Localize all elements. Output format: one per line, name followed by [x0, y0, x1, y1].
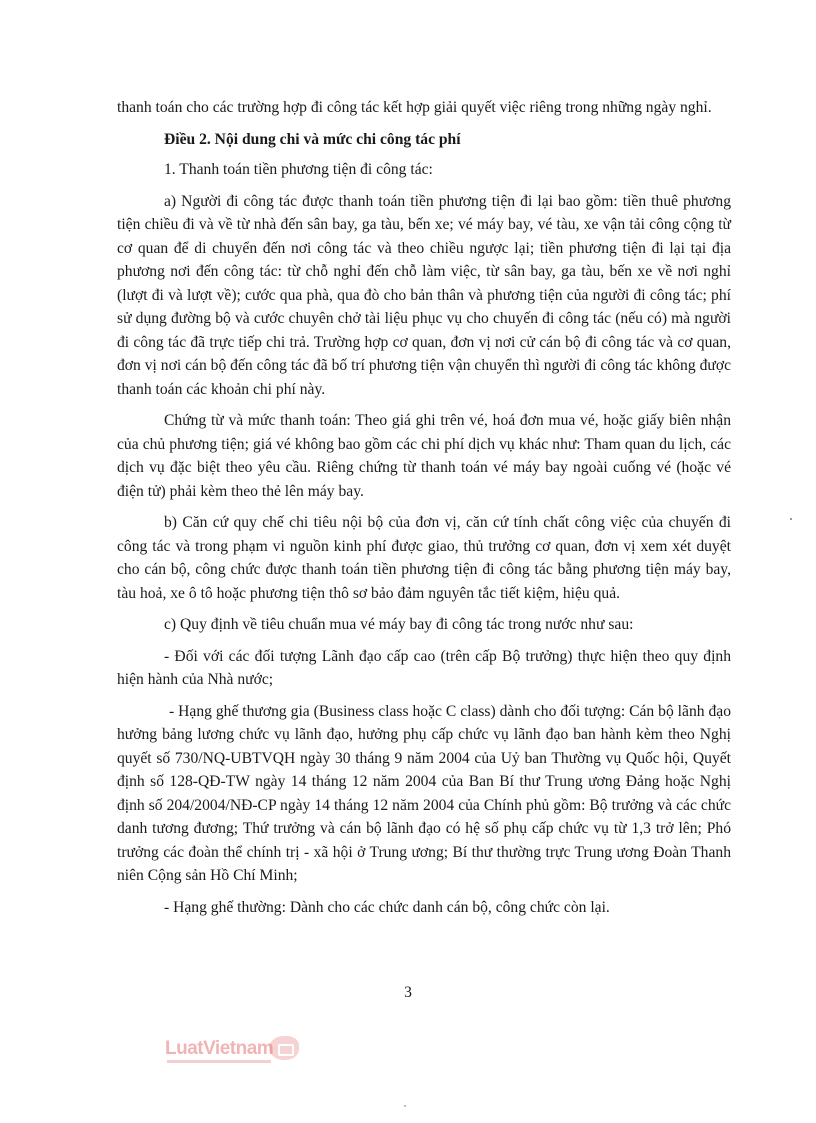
article-heading: Điều 2. Nội dung chi và mức chi công tác phí: [164, 130, 461, 148]
scan-speck: [790, 518, 792, 520]
paragraph-continuation: thanh toán cho các trường hợp đi công tác kết hợp giải quyết việc riêng trong những ngày nghỉ.: [117, 99, 712, 116]
bullet-economy-class: - Hạng ghế thường: Dành cho các chức danh cán bộ, công chức còn lại.: [164, 898, 610, 916]
watermark-text: LuatVietnam: [165, 1038, 274, 1059]
bullet-business-class: - Hạng ghế thương gia (Business class hoặc C class) dành cho đối tượng: Cán bộ lãnh đạo hưởng bảng lương chức vụ lãnh đạo, hưởng phụ cấp chức vụ lãnh đạo ban hành kèm theo Nghị quyết số 730/NQ-UBTVQH ngày 30 tháng 9 năm 2004 của Uỷ ban Thường vụ Quốc hội, Quyết định số 128-QĐ-TW ngày 14 tháng 12 năm 2004 của Ban Bí thư Trung ương Đảng hoặc Nghị định số 204/2004/NĐ-CP ngày 14 tháng 12 năm 2004 của Chính phủ gồm: Bộ trưởng và các chức danh tương đương; Thứ trưởng và cán bộ lãnh đạo có hệ số phụ cấp chức vụ từ 1,3 trở lên; Phó trưởng các đoàn thể chính trị - xã hội ở Trung ương; Bí thư thường trực Trung ương Đoàn Thanh niên Cộng sản Hồ Chí Minh;: [117, 702, 731, 884]
paragraph-c: c) Quy định về tiêu chuẩn mua vé máy bay đi công tác trong nước như sau:: [164, 616, 634, 633]
page-number: 3: [404, 984, 412, 1001]
paragraph-b: b) Căn cứ quy chế chi tiêu nội bộ của đơn vị, căn cứ tính chất công việc của chuyến đi công tác và trong phạm vi nguồn kinh phí được giao, thủ trưởng cơ quan, đơn vị xem xét duyệt cho cán bộ, công chức được thanh toán tiền phương tiện đi công tác bằng phương tiện máy bay, tàu hoả, xe ô tô hoặc phương tiện thô sơ bảo đảm nguyên tắc tiết kiệm, hiệu quả.: [117, 514, 731, 602]
document-body: [117, 96, 731, 927]
section-heading: 1. Thanh toán tiền phương tiện đi công tác:: [164, 161, 433, 178]
paragraph-a: a) Người đi công tác được thanh toán tiền phương tiện đi lại bao gồm: tiền thuê phương tiện chiều đi và về từ nhà đến sân bay, ga tàu, bến xe; vé máy bay, vé tàu, xe vận tải công cộng từ cơ quan để di chuyển đến nơi công tác và theo chiều ngược lại; tiền phương tiện đi lại tại địa phương nơi đến công tác: từ chỗ nghỉ đến chỗ làm việc, từ sân bay, ga tàu, bến xe về nơi nghỉ (lượt đi và lượt về); cước qua phà, qua đò cho bản thân và phương tiện của người đi công tác; phí sử dụng đường bộ và cước chuyên chở tài liệu phục vụ cho chuyến đi công tác (nếu có) mà người đi công tác đã trực tiếp chi trả. Trường hợp cơ quan, đơn vị nơi cử cán bộ đi công tác và cơ quan, đơn vị nơi cán bộ đến công tác đã bố trí phương tiện vận chuyển thì người đi công tác không được thanh toán các khoản chi phí này.: [117, 192, 731, 398]
scan-speck-bottom: [404, 1105, 406, 1107]
watermark-logo: [165, 1034, 305, 1070]
paragraph-documents: Chứng từ và mức thanh toán: Theo giá ghi trên vé, hoá đơn mua vé, hoặc giấy biên nhận của chủ phương tiện; giá vé không bao gồm các chi phí dịch vụ khác như: Tham quan du lịch, các dịch vụ đặc biệt theo yêu cầu. Riêng chứng từ thanh toán vé máy bay ngoài cuống vé (hoặc vé điện tử) phải kèm theo thẻ lên máy bay.: [117, 412, 731, 500]
bullet-senior-leaders: - Đối với các đối tượng Lãnh đạo cấp cao (trên cấp Bộ trưởng) thực hiện theo quy định hiện hành của Nhà nước;: [117, 647, 731, 688]
watermark-underline: [167, 1060, 271, 1063]
luatvietnam-logo-icon: [269, 1036, 299, 1060]
